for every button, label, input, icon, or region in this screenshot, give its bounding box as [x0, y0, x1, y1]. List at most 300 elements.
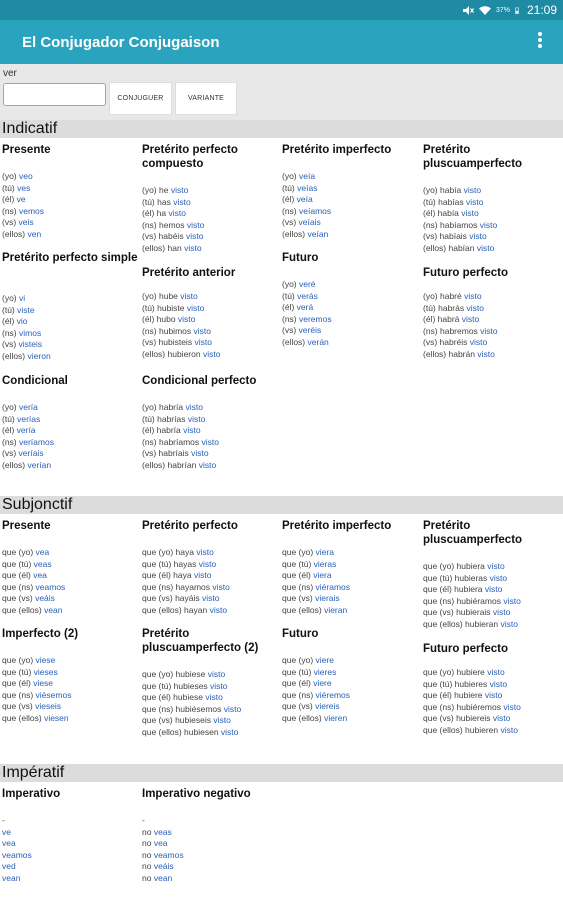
pronoun-text: que (ellos) [282, 712, 325, 723]
verb-form-link[interactable]: visto [186, 219, 205, 230]
verb-form-link[interactable]: visto [198, 558, 217, 569]
pronoun-text: (él) [282, 194, 297, 205]
verb-form-link[interactable]: visto [461, 314, 480, 325]
conjugation-row [142, 850, 280, 862]
verb-input[interactable] [3, 83, 106, 106]
pronoun-text: (vs) [2, 217, 19, 228]
verb-form-link[interactable]: vieseis [35, 701, 62, 712]
conjugation-list [2, 815, 140, 885]
verb-form-link[interactable]: visto [180, 291, 198, 301]
verb-form-link[interactable]: ven [27, 228, 42, 239]
conjugation-row [142, 337, 280, 349]
conjugation-row [282, 559, 420, 571]
conjugation-row [282, 570, 420, 582]
conjugation-list [423, 561, 561, 631]
tense-block [142, 266, 280, 361]
conjugation-row [2, 655, 140, 667]
conjugation-row [2, 861, 140, 873]
pronoun-text: (ns) [2, 436, 19, 447]
conjugation-row [282, 655, 420, 667]
verb-form-link[interactable]: visto [202, 348, 221, 359]
verb-form-link[interactable]: visto [185, 231, 204, 242]
verb-form-link[interactable]: visto [476, 242, 495, 253]
pronoun-text: (yo) hube [142, 291, 181, 301]
verb-form-link[interactable]: vea [153, 838, 168, 849]
pronoun-text: (yo) [282, 171, 299, 181]
tense-name: Imperativo negativo [142, 788, 251, 800]
verb-form-link[interactable]: visto [210, 680, 228, 691]
verb-form-link[interactable]: veíais [298, 217, 321, 228]
verb-form-link[interactable]: visto [469, 231, 487, 242]
verb-form-link[interactable]: visto [170, 185, 189, 195]
verb-form-link[interactable]: visto [168, 208, 186, 219]
verb-form-link[interactable]: vemos [19, 205, 45, 216]
conjugation-row [142, 559, 280, 571]
conjugation-row [2, 328, 140, 340]
pronoun-text: (él) había [423, 208, 462, 219]
verb-form-link[interactable]: visto [205, 692, 223, 703]
pronoun-text: que (ellos) [2, 712, 45, 723]
tense-name: Pretérito pluscuamperfecto (2) [142, 628, 259, 654]
pronoun-text: (yo) [2, 171, 19, 181]
pronoun-text: que (ns) hubiéramos [423, 595, 504, 606]
conjugation-row [142, 197, 280, 209]
tense-name: Futuro perfecto [423, 643, 508, 655]
pronoun-text: (ns) [2, 205, 19, 216]
conjugation-row [2, 448, 140, 460]
conjugation-row [423, 197, 561, 209]
verb-form-link[interactable]: verías [17, 413, 41, 424]
status-bar [0, 0, 563, 20]
pronoun-text: no [142, 872, 154, 883]
conjugation-row [282, 605, 420, 617]
pronoun-text: (él) [2, 316, 17, 327]
mute-icon [462, 5, 474, 16]
conjugation-row [423, 337, 561, 349]
pronoun-text: (él) habrá [423, 314, 462, 325]
verb-form-link[interactable]: visto [209, 604, 228, 615]
conjugation-row [142, 208, 280, 220]
verb-form-link[interactable]: visto [489, 678, 508, 689]
verb-form-link[interactable]: visto [479, 219, 498, 230]
verb-form-link[interactable]: vieren [324, 712, 348, 723]
verb-form-link[interactable]: vieron [27, 350, 51, 361]
verb-form-link[interactable]: visto [487, 667, 505, 677]
conjugation-row [423, 690, 561, 702]
verb-form-link[interactable]: viereis [315, 701, 340, 712]
conjugation-row [2, 547, 140, 559]
tense-block [142, 374, 280, 472]
conjugation-row [282, 713, 420, 725]
verb-form-link[interactable]: verán [307, 336, 329, 347]
pronoun-text: (ns) [282, 313, 299, 324]
conjugation-row [423, 584, 561, 596]
verb-form-link[interactable]: visto [492, 713, 511, 724]
conjugation-row [2, 559, 140, 571]
conjugation-row [142, 815, 280, 827]
verb-form-link[interactable]: viere [313, 678, 332, 689]
conjugation-row [142, 326, 280, 338]
verb-form-link[interactable]: veamos [153, 849, 184, 860]
pronoun-text: (ellos) habrían [142, 459, 199, 470]
pronoun-text: (ns) hubimos [142, 325, 194, 336]
pronoun-text: que (ns) [282, 689, 316, 700]
verb-form-link[interactable]: vería [16, 425, 36, 436]
conjugation-row [142, 231, 280, 243]
verb-form-link[interactable]: visto [191, 448, 209, 459]
pronoun-text: que (ellos) [2, 604, 45, 615]
conjugation-row [423, 667, 561, 679]
verb-form-link[interactable]: veréis [298, 325, 322, 336]
conjugation-list [423, 291, 561, 361]
pronoun-text: (vs) habéis [142, 231, 186, 242]
verb-form-link[interactable]: veía [296, 194, 313, 205]
conjugation-row [423, 679, 561, 691]
verb-form-link[interactable]: visto [466, 302, 484, 313]
verb-form-link[interactable]: vieras [313, 558, 337, 569]
conjugation-row [423, 208, 561, 220]
conjugation-row [423, 231, 561, 243]
wifi-icon [479, 5, 491, 16]
pronoun-text: (él) habría [142, 425, 184, 436]
verb-form-link[interactable]: veríamos [19, 436, 54, 447]
verb-form-link[interactable]: veas [33, 558, 52, 569]
conjugation-row [282, 217, 420, 229]
conjugate-button[interactable]: CONJUGUER [109, 82, 172, 115]
tense-block [142, 627, 280, 739]
conjugation-row [142, 727, 280, 739]
conjugation-row [142, 570, 280, 582]
tense-name: Pretérito perfecto compuesto [142, 144, 238, 170]
section-imperativo [0, 764, 563, 782]
verb-form-link[interactable]: visto [489, 572, 508, 583]
verb-form-link[interactable]: veáis [35, 593, 55, 604]
verb-form-link[interactable]: veamos [2, 849, 32, 860]
pronoun-text: (vs) habríais [142, 448, 192, 459]
verb-form-link[interactable]: visto [177, 314, 196, 325]
pronoun-text: que (él) hubiera [423, 584, 485, 595]
conjugation-row [2, 183, 140, 195]
tense-block [142, 519, 280, 617]
verb-form-link[interactable]: visto [193, 325, 211, 336]
conjugation-row [2, 850, 140, 862]
verb-form-link[interactable]: veríais [18, 448, 44, 459]
verb-form-link[interactable]: viéremos [315, 689, 351, 700]
verb-form-link[interactable]: veas [153, 826, 172, 837]
verb-form-link[interactable]: visto [480, 325, 498, 336]
tense-block [2, 519, 140, 617]
verb-form-link[interactable]: visto [223, 703, 242, 714]
pronoun-text: (ellos) hubieron [142, 348, 203, 359]
conjugation-list [142, 291, 280, 361]
tense-name: Pretérito anterior [142, 267, 236, 279]
conjugation-list [2, 171, 140, 241]
conjugation-row [282, 582, 420, 594]
conjugation-row [2, 425, 140, 437]
verb-form-link[interactable]: viese [35, 655, 56, 665]
verb-form-link[interactable]: vería [19, 402, 38, 412]
verb-form-link[interactable]: visto [183, 425, 201, 436]
verb-form-link[interactable]: veíamos [299, 205, 332, 216]
verb-form-link[interactable]: veré [299, 279, 316, 289]
conjugation-row [2, 305, 140, 317]
verb-form-link[interactable]: verás [297, 290, 318, 301]
pronoun-text: que (tú) hayas [142, 558, 199, 569]
verb-form-link[interactable]: viéramos [315, 581, 351, 592]
verb-form-link[interactable]: veamos [35, 581, 66, 592]
pronoun-text: que (tú) [2, 558, 34, 569]
conjugation-row [2, 605, 140, 617]
pronoun-text: que (él) hubiese [142, 692, 206, 703]
verb-form-link[interactable]: visto [500, 618, 518, 629]
conjugation-list [142, 815, 280, 885]
verb-form-link[interactable]: veo [19, 171, 33, 181]
verb-form-link[interactable]: veían [307, 228, 329, 239]
verb-form-link[interactable]: veremos [299, 313, 332, 324]
pronoun-text: (vs) [2, 339, 19, 350]
verb-form-link[interactable]: visto [484, 584, 503, 595]
conjugation-row [142, 303, 280, 315]
conjugation-row [2, 460, 140, 472]
verb-form-link[interactable]: visto [503, 701, 521, 712]
pronoun-text: que (él) haya [142, 570, 194, 581]
conjugation-row [2, 171, 140, 183]
pronoun-text: que (vs) hubierais [423, 607, 493, 618]
pronoun-text: (ellos) han [142, 242, 185, 253]
verb-form-link[interactable]: ve [2, 826, 11, 837]
conjugation-row [142, 185, 280, 197]
conjugation-list [2, 547, 140, 617]
verb-form-link[interactable]: visteis [18, 339, 43, 350]
verb-form-link[interactable]: vieres [313, 666, 337, 677]
verb-form-link[interactable]: visto [220, 726, 239, 737]
conjugation-row [282, 593, 420, 605]
verb-form-link[interactable]: visto [492, 607, 511, 618]
pronoun-text: que (yo) hubiera [423, 561, 488, 571]
verb-form-link[interactable]: visto [185, 402, 203, 412]
conjugation-row [423, 314, 561, 326]
conjugation-row [282, 302, 420, 314]
verb-form-link[interactable]: visto [487, 561, 505, 571]
tense-name: Pretérito imperfecto [282, 144, 392, 156]
verb-form-link[interactable]: visto [173, 196, 191, 207]
pronoun-text: que (vs) hubiereis [423, 713, 493, 724]
search-bar [0, 64, 563, 120]
tense-name: Pretérito pluscuamperfecto [423, 520, 523, 546]
verb-form-link[interactable]: visto [463, 185, 482, 195]
pronoun-text: (vs) habréis [423, 337, 470, 348]
section-title-indicativo: Indicatif [0, 120, 563, 138]
verb-form-link[interactable]: ves [17, 182, 31, 193]
pronoun-text: (ellos) habrán [423, 348, 478, 359]
conjugation-row [282, 279, 420, 291]
verb-form-link[interactable]: vea [33, 570, 47, 581]
conjugation-row [142, 715, 280, 727]
tense-name: Imperfecto (2) [2, 628, 79, 640]
tense-block [423, 519, 561, 631]
verb-form-link[interactable]: visto [503, 595, 521, 606]
pronoun-text: (yo) [2, 402, 19, 412]
verb-form-link[interactable]: vimos [19, 327, 42, 338]
verb-form-link[interactable]: visto [201, 436, 220, 447]
conjugation-row [142, 402, 280, 414]
conjugation-row [282, 291, 420, 303]
conjugation-list [2, 293, 140, 363]
verb-form-link[interactable]: vio [16, 316, 28, 327]
conjugation-row [282, 171, 420, 183]
verb-form-link[interactable]: visto [193, 570, 212, 581]
tense-block [423, 266, 561, 361]
tense-name: Futuro [282, 252, 319, 264]
conjugation-row [142, 827, 280, 839]
conjugation-row [142, 605, 280, 617]
conjugation-row [423, 573, 561, 585]
conjugation-row [2, 229, 140, 241]
pronoun-text: que (tú) hubieras [423, 572, 490, 583]
variant-button[interactable]: VARIANTE [175, 82, 237, 115]
verb-form-link[interactable]: visto [500, 724, 518, 735]
verb-form-link[interactable]: verían [27, 459, 52, 470]
verb-form-link[interactable]: vean [2, 872, 21, 883]
conjugation-row [282, 667, 420, 679]
verb-form-link[interactable]: viere [315, 655, 334, 665]
verb-form-link[interactable]: viese [33, 678, 54, 689]
verb-form-link[interactable]: visto [196, 547, 214, 557]
pronoun-text: que (ellos) hubieran [423, 618, 501, 629]
verb-form-link[interactable]: verá [296, 302, 314, 313]
conjugation-list [142, 547, 280, 617]
verb-form-link[interactable]: visto [187, 413, 206, 424]
verb-form-link[interactable]: visto [207, 669, 226, 679]
verb-form-link[interactable]: vi [19, 293, 26, 303]
verb-form-link[interactable]: visto [461, 208, 479, 219]
conjugation-row [282, 194, 420, 206]
pronoun-text: no [142, 849, 154, 860]
conjugation-row [423, 702, 561, 714]
pronoun-text: que (vs) [282, 593, 316, 604]
verb-form-link[interactable]: visto [186, 302, 205, 313]
conjugation-row [282, 206, 420, 218]
pronoun-text: (vs) hubisteis [142, 337, 195, 348]
verb-form-link[interactable]: visto [477, 348, 495, 359]
verb-form-link[interactable]: visto [198, 459, 217, 470]
tense-name: Pretérito perfecto [142, 520, 238, 532]
pronoun-text: (ellos) [2, 228, 28, 239]
conjugation-list [2, 402, 140, 472]
verb-form-link[interactable]: vea [2, 838, 16, 849]
verb-form-link[interactable]: viera [315, 547, 334, 557]
verb-form-link[interactable]: vean [153, 872, 173, 883]
tense-block [423, 143, 561, 255]
pronoun-text: que (yo) [2, 547, 36, 557]
pronoun-text: no [142, 861, 154, 872]
verb-form-link[interactable]: visto [466, 196, 484, 207]
conjugation-list [282, 171, 420, 241]
conjugation-list [282, 655, 420, 725]
conjugation-row [282, 314, 420, 326]
verb-form-link[interactable]: visto [194, 337, 212, 348]
tense-name: Condicional perfecto [142, 375, 257, 387]
conjugation-row [423, 607, 561, 619]
verb-form-link[interactable]: visto [213, 715, 231, 726]
verb-form-link[interactable]: vierais [315, 593, 340, 604]
pronoun-text: (tú) has [142, 196, 174, 207]
overflow-menu-icon[interactable] [537, 32, 543, 52]
verb-form-link[interactable]: vieses [33, 666, 58, 677]
tense-block [2, 374, 140, 472]
verb-form-link[interactable]: visto [184, 242, 202, 253]
tense-name: Imperativo [2, 788, 61, 800]
tense-block [423, 642, 561, 737]
pronoun-text: que (vs) hubieseis [142, 715, 214, 726]
verb-form-link[interactable]: viera [313, 570, 332, 581]
verb-form-link[interactable]: visto [212, 581, 230, 592]
pronoun-text: que (él) [282, 570, 314, 581]
verb-form-link[interactable]: ve [16, 194, 26, 205]
pronoun-text: (ellos) [2, 350, 28, 361]
conjugation-row [423, 561, 561, 573]
pronoun-text: que (yo) [282, 547, 316, 557]
verb-form-link[interactable]: viesen [44, 712, 69, 723]
verb-form-link[interactable]: veáis [153, 861, 174, 872]
pronoun-text: no [142, 838, 154, 849]
conjugation-row [142, 291, 280, 303]
pronoun-text: (él) [282, 302, 297, 313]
pronoun-text: (vs) [282, 217, 299, 228]
tense-name: Condicional [2, 375, 68, 387]
conjugation-row [2, 667, 140, 679]
verb-form-link[interactable]: vea [35, 547, 50, 557]
pronoun-text: (él) hubo [142, 314, 178, 325]
pronoun-text: que (él) hubiere [423, 690, 485, 701]
battery-icon [515, 5, 522, 16]
section-subjuntivo [0, 496, 563, 514]
verb-form-link[interactable]: veía [299, 171, 316, 181]
pronoun-text: que (yo) haya [142, 547, 197, 557]
pronoun-text: (ns) habremos [423, 325, 481, 336]
verb-form-link[interactable]: veis [18, 217, 34, 228]
verb-form-link[interactable]: ved [2, 861, 16, 872]
pronoun-text: no [142, 826, 154, 837]
verb-form-link[interactable]: viésemos [35, 689, 72, 700]
pronoun-text: que (tú) [2, 666, 34, 677]
conjugation-row [282, 678, 420, 690]
tense-block [2, 627, 140, 725]
conjugation-row [423, 713, 561, 725]
pronoun-text: (yo) habré [423, 291, 465, 301]
verb-form-link[interactable]: visto [484, 690, 503, 701]
conjugation-row [423, 326, 561, 338]
conjugation-row [2, 414, 140, 426]
conjugation-list [2, 655, 140, 725]
verb-form-link[interactable]: veías [297, 182, 318, 193]
verb-form-link[interactable]: viste [17, 304, 35, 315]
verb-form-link[interactable]: vieran [324, 604, 348, 615]
conjugation-row [2, 402, 140, 414]
section-title-imperativo: Impératif [0, 764, 563, 782]
conjugation-row [282, 183, 420, 195]
pronoun-text: (tú) [2, 413, 18, 424]
verb-form-link[interactable]: visto [469, 337, 488, 348]
conjugation-row [142, 425, 280, 437]
verb-form-link[interactable]: vean [44, 604, 63, 615]
verb-form-link[interactable]: visto [202, 593, 220, 604]
verb-form-link[interactable]: visto [464, 291, 482, 301]
conjugation-row [2, 194, 140, 206]
pronoun-text: (él) [2, 194, 17, 205]
pronoun-text: que (ns) [2, 689, 36, 700]
conjugation-row [142, 873, 280, 885]
